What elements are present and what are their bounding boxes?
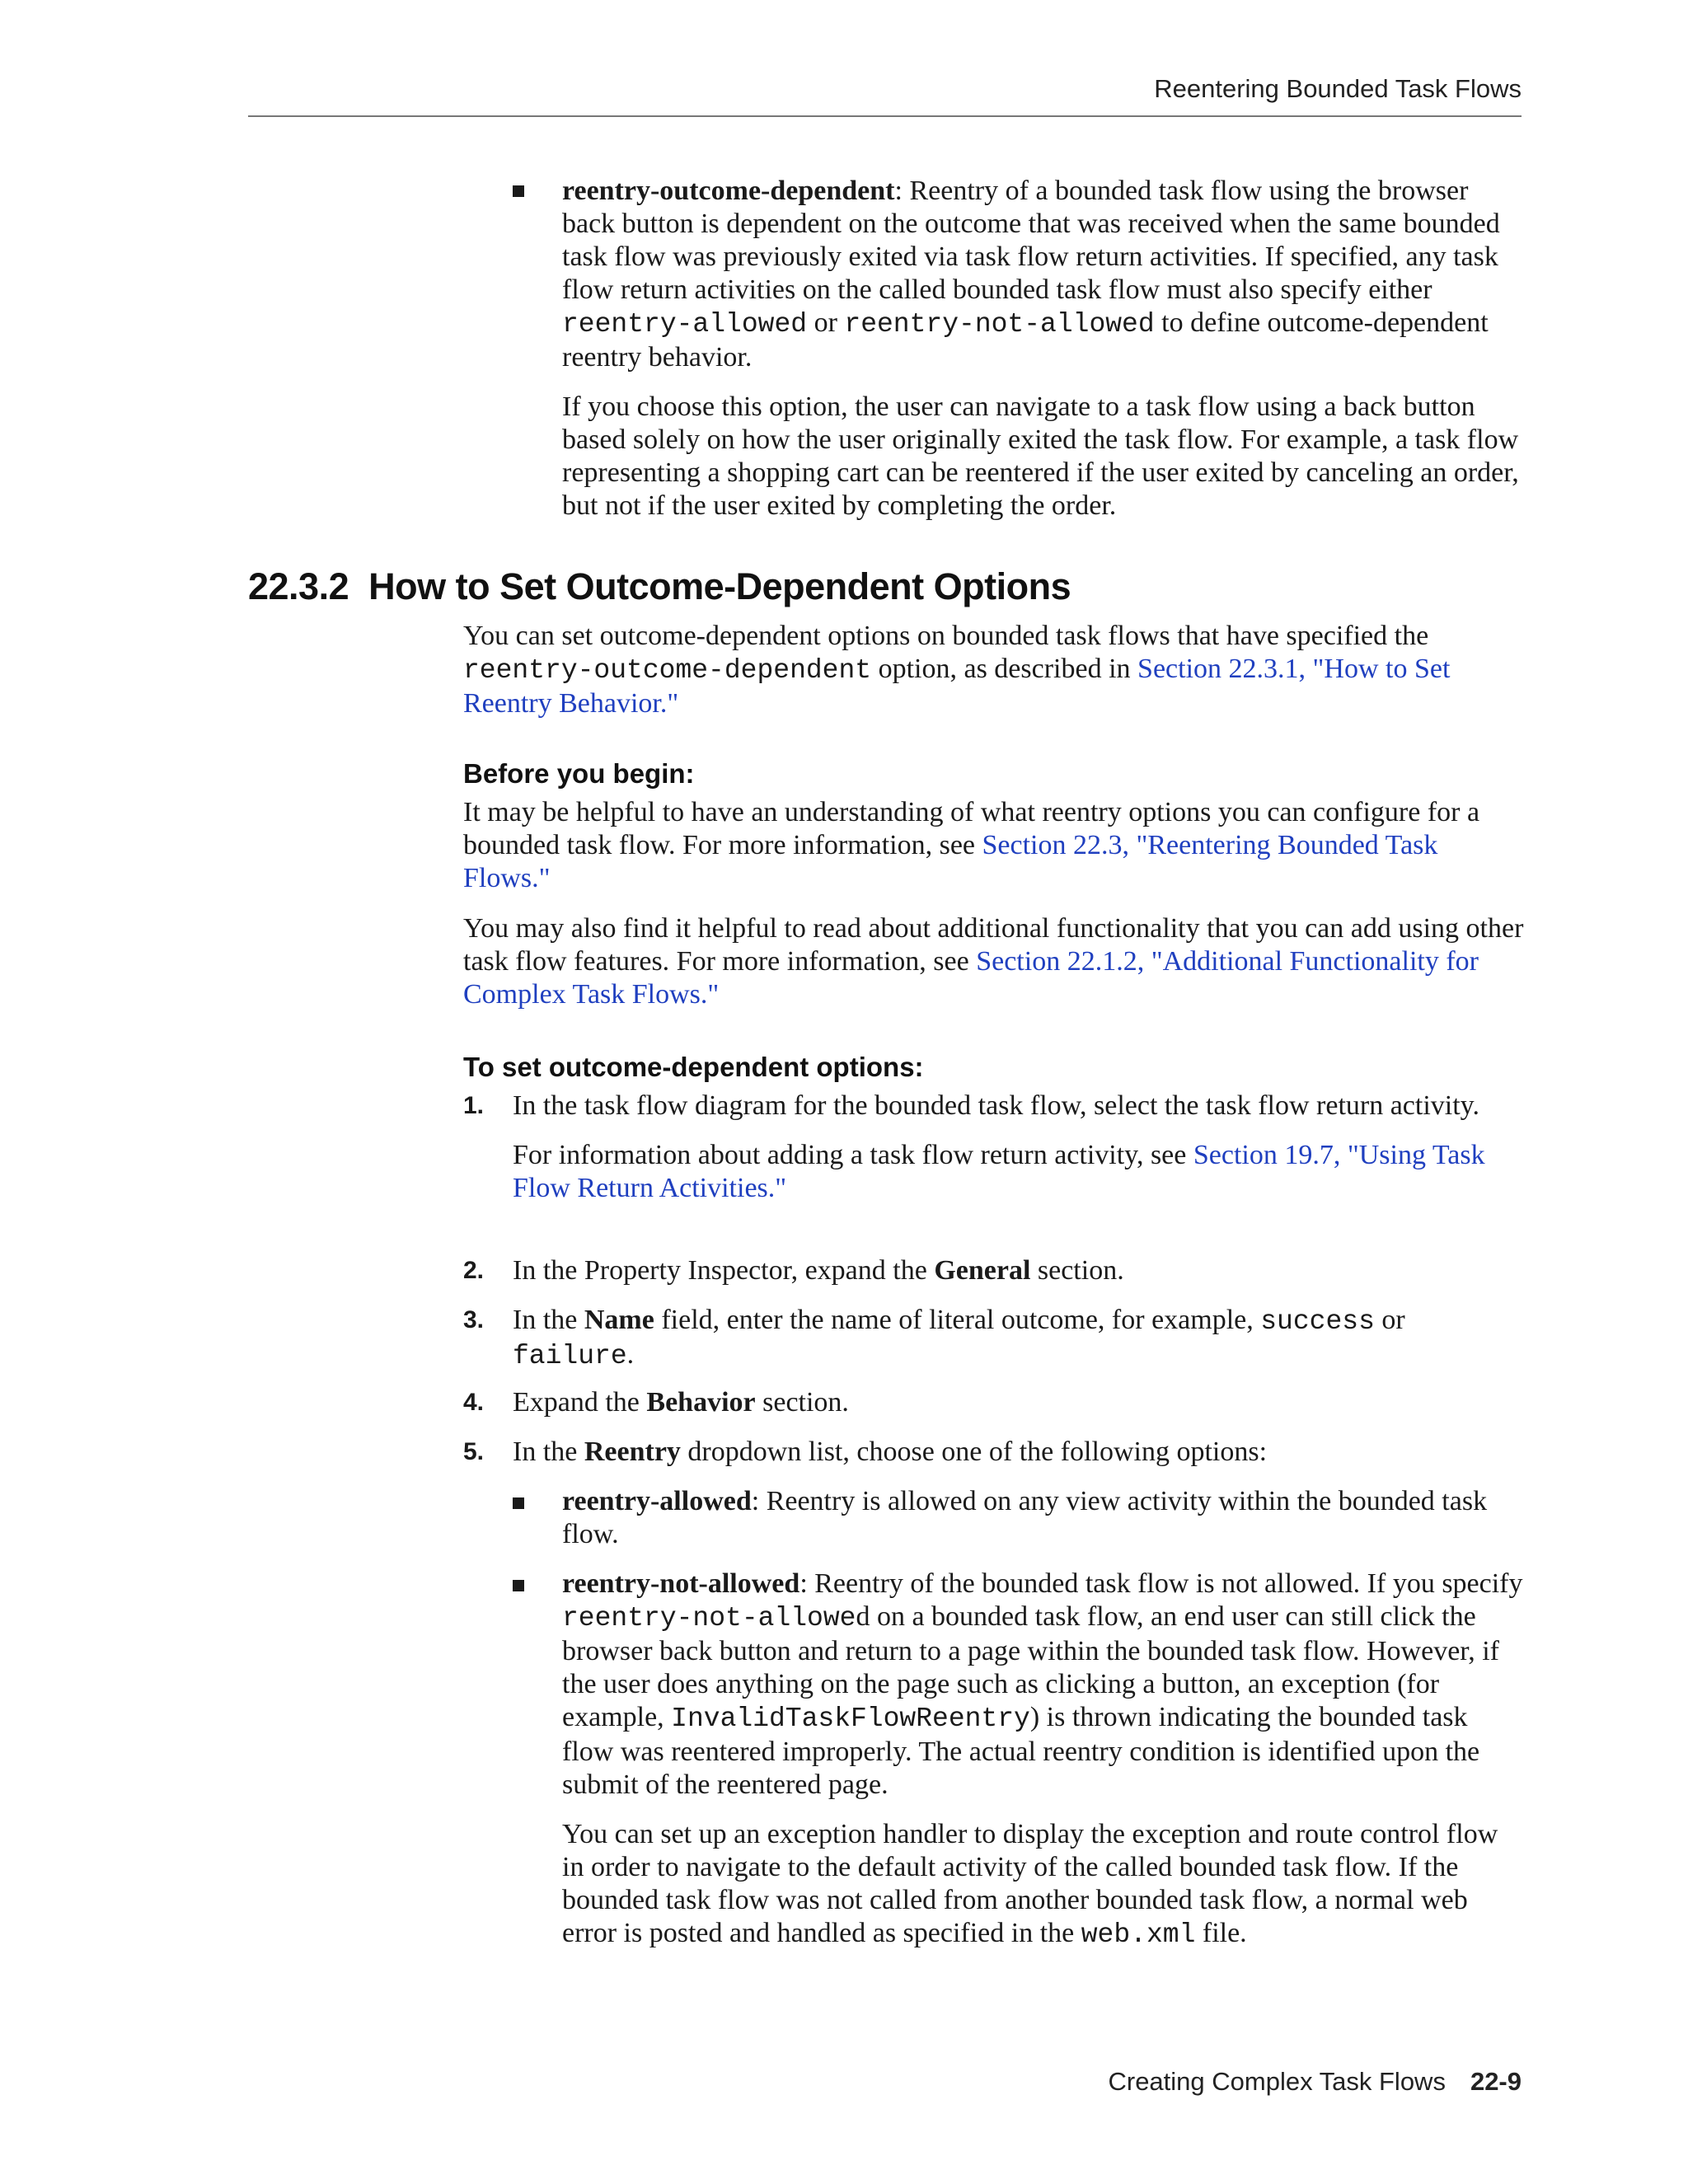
step-text-part: section. [755, 1387, 849, 1418]
bullet-text: d on a bounded task flow, an end user can still click the browser back button and return to a page within the bounded task flow. However, if the user does anything on the page such as clicking a button, an exception (for example, [562, 1601, 1500, 1732]
running-header-title: Reentering Bounded Task Flows [1154, 74, 1522, 103]
bullet-text: : Reentry of the bounded task flow is not allowed. If you specify [799, 1568, 1523, 1599]
paragraph-text: It may be helpful to have an understanding of what reentry options you can configure for a bounded task flow. For more information, see [463, 797, 1480, 860]
step-text-part: field, enter the name of literal outcome, for example, [654, 1305, 1261, 1335]
page-number: 22-9 [1470, 2067, 1522, 2096]
step-text-part: or [1374, 1305, 1405, 1335]
section-number: 22.3.2 [248, 565, 349, 607]
link-section-22-1-2[interactable]: Section 22.1.2, "Additional Functionality for Complex Task Flows." [463, 946, 1479, 1010]
bullet-term: reentry-outcome-dependent [562, 176, 895, 206]
before-you-begin-paragraph-2 [463, 912, 1525, 1011]
bullet-text: : Reentry is allowed on any view activity within the bounded task flow. [562, 1486, 1488, 1549]
step-instruction: In the task flow diagram for the bounded task flow, select the task flow return activity. [513, 1090, 1479, 1121]
code-web-xml: web.xml [1081, 1919, 1196, 1950]
bullet-text: : Reentry of a bounded task flow using the browser back button is dependent on the outcome that was received when the same bounded task flow was previously exited via task flow return activities. If specified, any task flow return activities on the called bounded task flow must also specify either [562, 176, 1500, 305]
intro-text: You can set outcome-dependent options on bounded task flows that have specified the [463, 621, 1429, 651]
step-text-part: dropdown list, choose one of the following options: [680, 1436, 1268, 1467]
link-section-19-7[interactable]: Section 19.7, "Using Task Flow Return Activities." [513, 1140, 1485, 1203]
code-reentry-not-allowed: reentry-not-allowe [562, 1603, 856, 1633]
code-failure: failure [513, 1341, 627, 1371]
bullet-text: or [807, 307, 845, 338]
bullet-text: ) is thrown indicating the bounded task flow was reentered improperly. The actual reentry condition is identified upon the submit of the reentered page. [562, 1702, 1480, 1800]
footer-chapter-title: Creating Complex Task Flows [1108, 2067, 1446, 2096]
step-number: 5. [463, 1438, 485, 1465]
bullet-text: file. [1195, 1918, 1247, 1948]
bullet-paragraph-2: If you choose this option, the user can navigate to a task flow using a back button based solely on how the user originally exited the task flow. For example, a task flow representing a shopping cart can be reentered if the user exited by canceling an order, but not if the user exited by completing the order. [562, 391, 1519, 521]
bullet-text: You can set up an exception handler to display the exception and route control flow in order to navigate to the default activity of the called bounded task flow. If the bounded task flow was not called from another bounded task flow, a normal web error is posted and handled as specified in the [562, 1819, 1498, 1948]
step-text [513, 1254, 1525, 1287]
code-invalid-task-flow-reentry: InvalidTaskFlowReentry [671, 1704, 1030, 1734]
step-text-part: section. [1030, 1255, 1124, 1286]
step-note-text: For information about adding a task flow return activity, see [513, 1140, 1193, 1170]
step-note [513, 1139, 1525, 1205]
step-text-part: In the [513, 1436, 584, 1467]
step-text-part: Expand the [513, 1387, 647, 1418]
step-text-part: . [626, 1339, 635, 1370]
step-text [513, 1304, 1525, 1373]
step-number: 1. [463, 1092, 485, 1119]
step-number: 2. [463, 1257, 485, 1284]
intro-text: option, as described in [871, 654, 1138, 684]
ui-term-general: General [934, 1255, 1031, 1286]
bullet-term: reentry-allowed [562, 1486, 752, 1516]
section-intro [463, 620, 1525, 720]
step-number: 4. [463, 1389, 485, 1416]
code-reentry-allowed: reentry-allowed [562, 309, 808, 340]
link-section-22-3[interactable]: Section 22.3, "Reentering Bounded Task Flows." [463, 830, 1438, 893]
bullet-square-icon [513, 1497, 524, 1509]
code-success: success [1260, 1306, 1375, 1337]
before-you-begin-paragraph-1 [463, 796, 1525, 895]
step-text [513, 1090, 1525, 1205]
step-text-part: In the [513, 1305, 584, 1335]
bullet-item-reentry-not-allowed [562, 1568, 1525, 1952]
section-title: How to Set Outcome-Dependent Options [368, 565, 1071, 607]
ui-term-behavior: Behavior [646, 1387, 756, 1418]
bullet-square-icon [513, 1580, 524, 1591]
header-divider [248, 115, 1522, 117]
before-you-begin-heading: Before you begin: [463, 758, 695, 789]
page-footer [1108, 2067, 1522, 2097]
code-reentry-outcome-dependent: reentry-outcome-dependent [463, 655, 872, 686]
bullet-item-reentry-allowed [562, 1485, 1525, 1551]
step-text [513, 1386, 1525, 1419]
section-heading [248, 565, 1071, 608]
ui-term-reentry: Reentry [584, 1436, 681, 1467]
bullet-item-reentry-outcome-dependent [562, 175, 1525, 523]
bullet-paragraph [562, 175, 1525, 374]
code-reentry-not-allowed: reentry-not-allowed [844, 309, 1155, 340]
link-section-22-3-1[interactable]: Section 22.3.1, "How to Set Reentry Behavior." [463, 654, 1451, 719]
bullet-term: reentry-not-allowed [562, 1568, 800, 1599]
bullet-text: to define outcome-dependent reentry behavior. [562, 307, 1489, 373]
bullet-square-icon [513, 185, 524, 197]
step-text-part: In the Property Inspector, expand the [513, 1255, 935, 1286]
procedure-heading: To set outcome-dependent options: [463, 1052, 924, 1082]
ui-term-name: Name [584, 1305, 654, 1335]
step-text [513, 1436, 1525, 1469]
bullet-note-paragraph [562, 1818, 1525, 1952]
step-number: 3. [463, 1306, 485, 1333]
paragraph-text: You may also find it helpful to read about additional functionality that you can add using other task flow features. For more information, see [463, 913, 1524, 977]
